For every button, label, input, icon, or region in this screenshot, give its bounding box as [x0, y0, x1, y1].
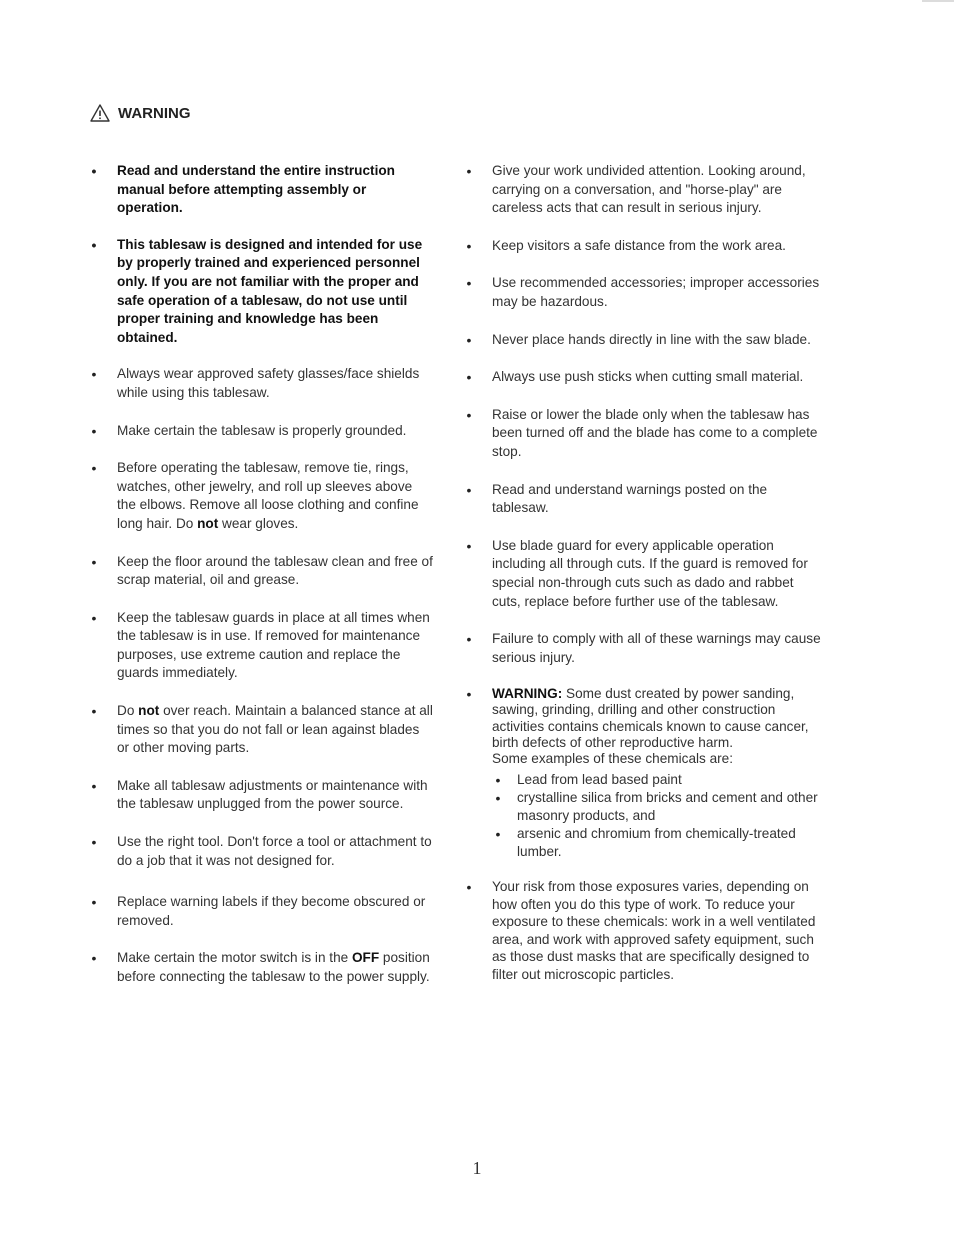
bullet-icon: •	[466, 331, 472, 348]
warning-item-text: Keep the tablesaw guards in place at all times when the tablesaw is in use. If removed for maintenance purposes, use extreme caution and replace the guards immediately.	[117, 609, 430, 681]
warning-item-text: Read and understand warnings posted on the tablesaw.	[492, 481, 768, 516]
bullet-icon: •	[466, 686, 472, 703]
warning-item	[463, 537, 825, 611]
warning-item-text: Replace warning labels if they become obscured or removed.	[117, 894, 426, 928]
chemical-example-item	[492, 789, 825, 825]
warning-item	[463, 368, 825, 387]
chemical-example-item	[492, 825, 825, 861]
chemical-example-item	[492, 771, 825, 789]
warning-item	[463, 237, 825, 256]
warning-item-text: Always wear approved safety glasses/face shields while using this tablesaw.	[117, 366, 420, 400]
bullet-icon: •	[91, 777, 97, 794]
warning-item-text: Keep visitors a safe distance from the work area.	[492, 237, 786, 253]
chemical-examples-list	[492, 771, 825, 861]
warning-item-text: Failure to comply with all of these warnings may cause serious injury.	[492, 631, 821, 665]
bullet-icon: •	[91, 553, 97, 570]
dust-warning-label: WARNING:	[492, 686, 563, 702]
bullet-icon: •	[466, 163, 472, 179]
emphasis-text: not	[197, 515, 219, 531]
warning-item	[463, 481, 825, 518]
warning-item-text: Raise or lower the blade only when the tablesaw has been turned off and the blade has come to a complete stop.	[492, 406, 818, 459]
right-warning-column	[463, 162, 825, 983]
warning-item	[463, 630, 825, 667]
warning-item	[88, 893, 433, 930]
bullet-icon: •	[91, 366, 97, 383]
chemical-example-text: Lead from lead based paint	[517, 772, 682, 788]
warning-item	[88, 422, 433, 441]
bullet-icon: •	[495, 772, 501, 789]
bullet-icon: •	[91, 422, 97, 439]
page-number: 1	[472, 1158, 482, 1178]
bullet-icon: •	[495, 826, 501, 843]
warning-triangle-icon	[90, 104, 110, 122]
dust-warning-text: Some dust created by power sanding, sawing, grinding, drilling and other construction activities contains chemicals known to cause cancer, birth defects of other reproductive harm.	[492, 686, 809, 750]
warning-item-text: over reach. Maintain a balanced stance at all times so that you do not fall or lean against blades or other moving parts.	[117, 703, 433, 756]
warning-item	[88, 236, 433, 348]
bullet-icon: •	[91, 460, 97, 477]
warning-item	[88, 459, 433, 533]
bullet-icon: •	[466, 879, 472, 896]
warning-item	[88, 553, 433, 590]
emphasis-text: not	[138, 703, 160, 719]
warning-item	[88, 702, 433, 758]
warning-item-text: Make certain the tablesaw is properly grounded.	[117, 422, 407, 438]
bullet-icon: •	[495, 790, 501, 807]
warning-item	[88, 833, 433, 870]
bullet-icon: •	[91, 950, 97, 967]
dust-warning-item	[463, 686, 825, 861]
warning-item-text: Always use push sticks when cutting small material.	[492, 369, 804, 385]
warning-item	[88, 609, 433, 683]
left-warning-column	[88, 162, 433, 987]
warning-item-text: Keep the floor around the tablesaw clean and free of scrap material, oil and grease.	[117, 553, 433, 588]
chemical-example-text: arsenic and chromium from chemically-treated lumber.	[517, 826, 796, 860]
warning-item-text: Read and understand the entire instruction manual before attempting assembly or operation.	[117, 163, 395, 216]
bullet-icon: •	[91, 834, 97, 851]
bullet-icon: •	[91, 236, 97, 253]
warning-item-text: Before operating the tablesaw, remove tie, rings, watches, other jewelry, and roll up sleeves above the elbows. Remove all loose clothing and confine long hair. Do	[117, 460, 419, 531]
scan-edge-mark	[922, 0, 954, 2]
warning-item-text: wear gloves.	[218, 515, 299, 531]
warning-item-text: This tablesaw is designed and intended for use by properly trained and experienced personnel only. If you are not familiar with the proper and safe operation of a tablesaw, do not use until proper training and knowledge has been obtained.	[117, 236, 423, 345]
bullet-icon: •	[466, 537, 472, 554]
bullet-icon: •	[466, 237, 472, 254]
warning-item	[463, 331, 825, 350]
warning-item-text: Use blade guard for every applicable operation including all through cuts. If the guard is removed for special non-through cuts such as dado and rabbet cuts, replace before further use of the tablesaw.	[492, 537, 808, 609]
bullet-icon: •	[91, 163, 97, 179]
warning-item	[463, 878, 825, 983]
warning-item-text: position before connecting the tablesaw to the power supply.	[117, 950, 430, 984]
emphasis-text: OFF	[351, 950, 380, 966]
bullet-icon: •	[91, 894, 97, 911]
warning-item-text: Your risk from those exposures varies, depending on how often you do this type of work. To reduce your exposure to these chemicals: work in a well ventilated area, and work with approved safety equipment, such as those dust masks that are specifically designed to filter out microscopic particles.	[492, 879, 816, 982]
warning-item	[463, 162, 825, 218]
warning-item-text: Use recommended accessories; improper accessories may be hazardous.	[492, 275, 820, 309]
bullet-icon: •	[91, 703, 97, 720]
bullet-icon: •	[466, 406, 472, 423]
bullet-icon: •	[466, 631, 472, 648]
warning-item-text: Make certain the motor switch is in the	[117, 950, 352, 966]
warning-item	[463, 406, 825, 462]
warning-item	[88, 949, 433, 986]
warning-item	[88, 162, 433, 218]
warning-item-text: Use the right tool. Don't force a tool or attachment to do a job that it was not designed for.	[117, 834, 432, 868]
warning-item	[88, 365, 433, 402]
chemical-example-text: crystalline silica from bricks and cement and other masonry products, and	[517, 790, 818, 824]
bullet-icon: •	[466, 481, 472, 498]
bullet-icon: •	[91, 609, 97, 626]
warning-item-text: Give your work undivided attention. Looking around, carrying on a conversation, and "horse-play" are careless acts that can result in serious injury.	[492, 163, 806, 216]
bullet-icon: •	[466, 369, 472, 386]
warning-heading-text: WARNING	[118, 104, 191, 122]
bullet-icon: •	[466, 275, 472, 292]
warning-item-text: Do	[117, 703, 139, 719]
warning-item-text: Never place hands directly in line with the saw blade.	[492, 331, 811, 347]
warning-item-text: Make all tablesaw adjustments or maintenance with the tablesaw unplugged from the power source.	[117, 777, 428, 812]
chemical-examples-intro: Some examples of these chemicals are:	[492, 751, 734, 767]
warning-item	[463, 274, 825, 311]
warning-heading	[90, 104, 191, 122]
warning-item	[88, 777, 433, 814]
